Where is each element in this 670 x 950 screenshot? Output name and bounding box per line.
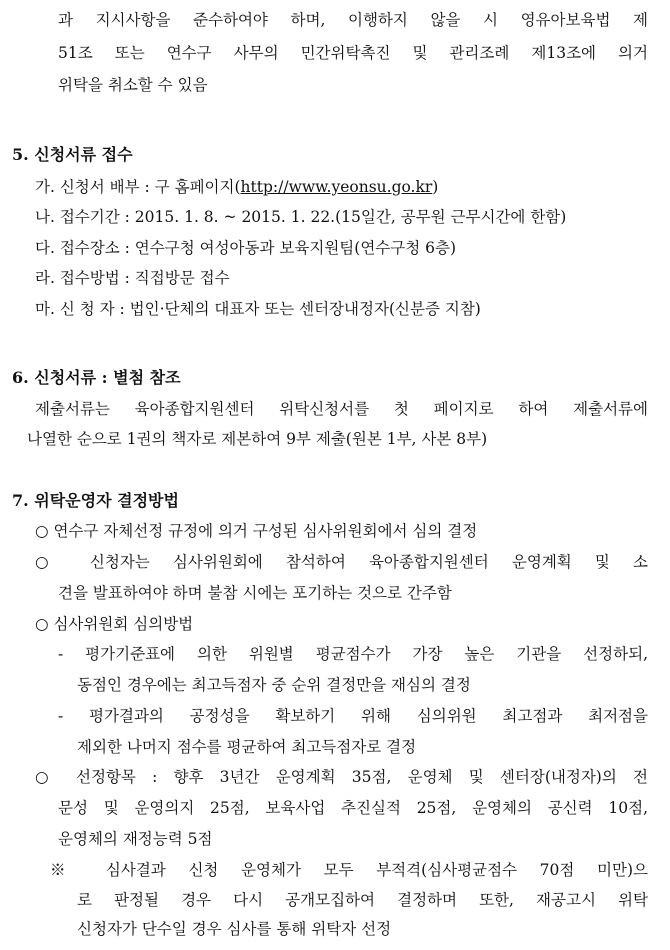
- section7-bullet-1: ○ 연수구 자체선정 규정에 의거 구성된 심사위원회에서 심의 결정: [35, 522, 478, 540]
- homepage-link[interactable]: http://www.yeonsu.go.kr: [240, 178, 433, 196]
- review-method-dash-2-line-2: 제외한 나머지 점수를 평균하여 최고득점자로 결정: [77, 738, 417, 756]
- review-method-dash-1-line-1: - 평가기준표에 의한 위원별 평균점수가 가장 높은 기관을 선정하되,: [58, 645, 648, 663]
- section-5-heading: 5. 신청서류 접수: [12, 145, 133, 164]
- item-ga-suffix: ): [432, 178, 439, 196]
- section7-bullet-4-line-2: 문성 및 운영의지 25점, 보육사업 추진실적 25점, 운영체의 공신력 10점,: [58, 799, 648, 817]
- section-6-heading: 6. 신청서류 : 별첨 참조: [12, 368, 181, 387]
- section-7-heading: 7. 위탁운영자 결정방법: [12, 491, 179, 510]
- section6-body-line-2: 나열한 순으로 1권의 책자로 제본하여 9부 제출(원본 1부, 사본 8부): [27, 430, 488, 448]
- review-method-dash-2-line-1: - 평가결과의 공정성을 확보하기 위해 심의위원 최고점과 최저점을: [58, 707, 648, 725]
- note-line-2: 로 판정될 경우 다시 공개모집하여 결정하며 또한, 재공고시 위탁: [77, 891, 648, 909]
- section4-continuation-line-1: 과 지시사항을 준수하여야 하며, 이행하지 않을 시 영유아보육법 제: [58, 11, 648, 29]
- section5-item-ma: 마. 신 청 자 : 법인·단체의 대표자 또는 센터장내정자(신분증 지참): [35, 300, 481, 318]
- section7-bullet-2-line-2: 견을 발표하여야 하며 불참 시에는 포기하는 것으로 간주함: [58, 584, 452, 602]
- section7-bullet-3: ○ 심사위원회 심의방법: [35, 615, 194, 633]
- review-method-dash-1-line-2: 동점인 경우에는 최고득점자 중 순위 결정만을 재심의 결정: [77, 676, 471, 694]
- note-line-1: ※ 심사결과 신청 운영체가 모두 부적격(심사평균점수 70점 미만)으: [50, 861, 648, 879]
- section5-item-ra: 라. 접수방법 : 직접방문 접수: [35, 269, 230, 287]
- section6-body-line-1: 제출서류는 육아종합지원센터 위탁신청서를 첫 페이지로 하여 제출서류에: [35, 400, 648, 418]
- section5-item-ga: [35, 172, 438, 202]
- section5-item-da: 다. 접수장소 : 연수구청 여성아동과 보육지원팀(연수구청 6층): [35, 239, 457, 257]
- note-line-3: 신청자가 단수일 경우 심사를 통해 위탁자 선정: [77, 920, 392, 938]
- section7-bullet-4-line-3: 운영체의 재정능력 5점: [58, 830, 213, 848]
- section5-item-na: 나. 접수기간 : 2015. 1. 8. ~ 2015. 1. 22.(15일간, 공무원 근무시간에 한함): [35, 208, 567, 226]
- section7-bullet-2-line-1: ○ 신청자는 심사위원회에 참석하여 육아종합지원센터 운영계획 및 소: [35, 553, 648, 571]
- section4-continuation-line-2: 51조 또는 연수구 사무의 민간위탁촉진 및 관리조례 제13조에 의거: [58, 44, 648, 62]
- section7-bullet-4-line-1: ○ 선정항목 : 향후 3년간 운영계획 35점, 운영체 및 센터장(내정자)의 전: [35, 768, 648, 786]
- section4-continuation-line-3: 위탁을 취소할 수 있음: [58, 76, 208, 94]
- item-ga-prefix: 가. 신청서 배부 : 구 홈페이지(: [35, 178, 241, 196]
